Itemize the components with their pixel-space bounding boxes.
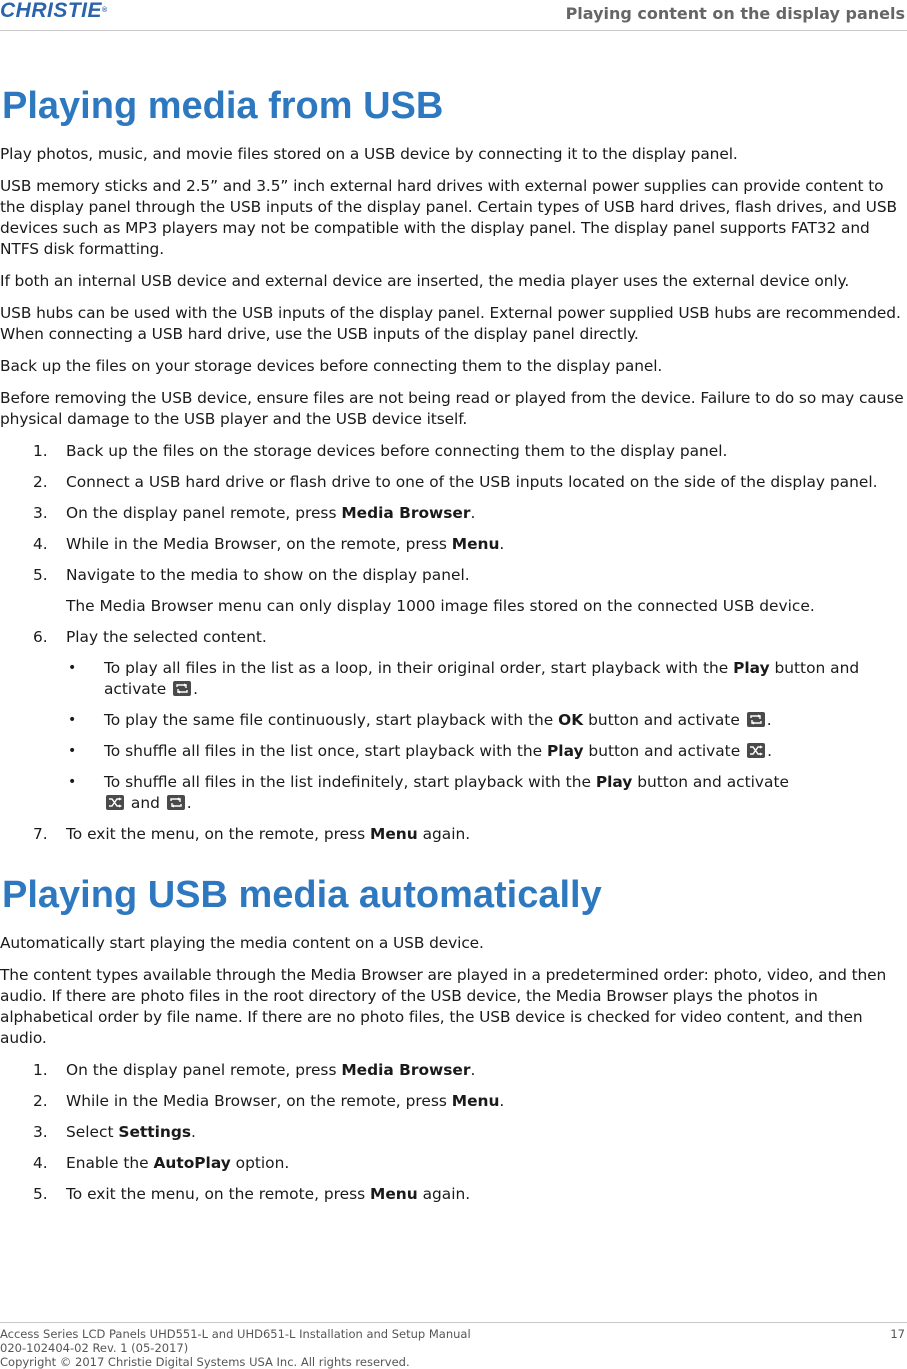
list-item: 4. While in the Media Browser, on the remote, press Menu.: [33, 535, 505, 553]
page-number: 17: [890, 1327, 905, 1341]
repeat-icon: [173, 681, 191, 696]
paragraph: If both an internal USB device and external device are inserted, the media player uses the external device only.: [0, 272, 850, 290]
paragraph: Before removing the USB device, ensure files are not being read or played from the device. Failure to do so may cause physical damage to the USB player and the USB device itself.: [0, 389, 904, 428]
list-item: 4. Enable the AutoPlay option.: [33, 1154, 290, 1172]
step-note: The Media Browser menu can only display 1000 image files stored on the connected USB device.: [66, 597, 815, 615]
list-item: 6. Play the selected content. • To play all files in the list as a loop, in their original order, start playback with the Play button and activate . • To play the same file continuously, start playback with the OK button and activate . • To shuffle all files in the list once, start playback with the Play button and activate . • To shuffle all files in the list indefinitely, start playback with the Play button and activate and .: [0, 627, 906, 814]
paragraph: The content types available through the Media Browser are played in a predetermined order: photo, video, and then audio. If there are photo files in the root directory of the USB device, the Media Browser plays the photos in alphabetical order by file name. If there are no photo files, the USB device is checked for video content, and then audio.: [0, 966, 887, 1047]
running-title: Playing content on the display panels: [565, 4, 905, 23]
list-item: 2. While in the Media Browser, on the remote, press Menu.: [33, 1092, 505, 1110]
section-title-autoplay: Playing USB media automatically: [2, 874, 602, 916]
paragraph: Back up the files on your storage devices before connecting them to the display panel.: [0, 357, 663, 375]
list-item: 3. Select Settings.: [33, 1123, 196, 1141]
manual-title: Access Series LCD Panels UHD551-L and UHD651-L Installation and Setup Manual: [0, 1327, 471, 1341]
page-footer: [0, 1322, 907, 1369]
list-item: 5. Navigate to the media to show on the display panel. The Media Browser menu can only display 1000 image files stored on the connected USB device.: [0, 565, 906, 617]
bullet-item: • To play all files in the list as a loop, in their original order, start playback with the Play button and activate .: [68, 659, 860, 698]
section-title-usb: Playing media from USB: [2, 85, 444, 127]
christie-logo: CHRISTIE®: [0, 0, 108, 22]
paragraph: USB hubs can be used with the USB inputs of the display panel. External power supplied USB hubs are recommended. When connecting a USB hard drive, use the USB inputs of the display panel directly.: [0, 304, 901, 343]
paragraph: Play photos, music, and movie files stored on a USB device by connecting it to the display panel.: [0, 145, 738, 163]
list-item: 3. On the display panel remote, press Media Browser.: [33, 504, 476, 522]
page-header: [0, 0, 907, 31]
playback-options-list: [66, 658, 906, 814]
list-item: 7. To exit the menu, on the remote, press Menu again.: [33, 825, 471, 843]
doc-number: 020-102404-02 Rev. 1 (05-2017): [0, 1341, 189, 1355]
repeat-icon: [747, 712, 765, 727]
repeat-icon: [167, 795, 185, 810]
list-item: 1. Back up the files on the storage devices before connecting them to the display panel.: [33, 442, 728, 460]
shuffle-icon: [106, 795, 124, 810]
bullet-item: • To shuffle all files in the list indefinitely, start playback with the Play button and activate and .: [68, 773, 789, 812]
bullet-item: • To shuffle all files in the list once, start playback with the Play button and activate .: [68, 742, 772, 760]
list-item: 2. Connect a USB hard drive or flash drive to one of the USB inputs located on the side of the display panel.: [33, 473, 878, 491]
paragraph: USB memory sticks and 2.5” and 3.5” inch external hard drives with external power supplies can provide content to the display panel through the USB inputs of the display panel. Certain types of USB hard drives, flash drives, and USB devices such as MP3 players may not be compatible with the display panel. The display panel supports FAT32 and NTFS disk formatting.: [0, 177, 897, 258]
list-item: 1. On the display panel remote, press Media Browser.: [33, 1061, 476, 1079]
shuffle-icon: [747, 743, 765, 758]
autoplay-steps-list: [0, 1060, 906, 1205]
list-item: 5. To exit the menu, on the remote, press Menu again.: [33, 1185, 471, 1203]
usb-steps-list: [0, 441, 906, 845]
paragraph: Automatically start playing the media content on a USB device.: [0, 934, 484, 952]
bullet-item: • To play the same file continuously, start playback with the OK button and activate .: [68, 711, 772, 729]
copyright: Copyright © 2017 Christie Digital Systems USA Inc. All rights reserved.: [0, 1355, 410, 1369]
page-content: [0, 84, 906, 1215]
